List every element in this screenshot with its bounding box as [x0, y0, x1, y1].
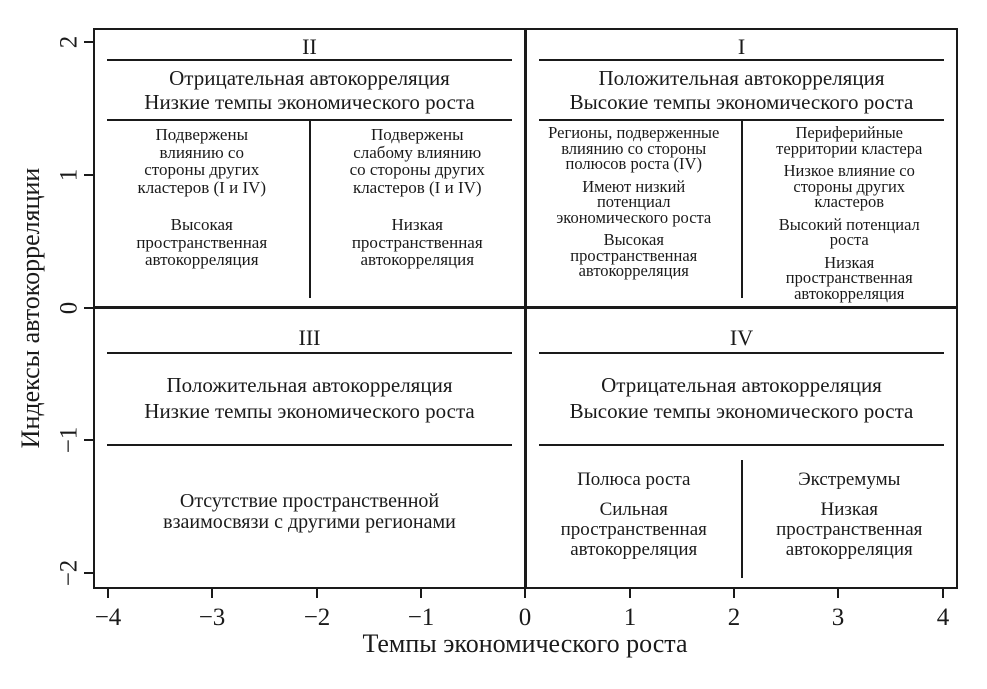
quadrant-1-autocorrelation: Положительная автокорреляция — [598, 66, 885, 90]
text-block: Сильная пространственная автокорреляция — [560, 499, 707, 560]
x-axis-tick — [316, 589, 318, 598]
x-axis-tick — [524, 589, 526, 598]
y-axis-tick — [84, 41, 93, 43]
y-axis-tick-label: −1 — [55, 426, 83, 454]
quadrant-4-growth: Высокие темпы экономического роста — [569, 399, 914, 423]
quadrant-1-growth: Высокие темпы экономического роста — [569, 90, 914, 114]
x-axis-tick — [629, 589, 631, 598]
text-block: Экстремумы — [798, 469, 901, 490]
x-axis-tick-label: 2 — [727, 604, 741, 631]
quadrant-3-autocorrelation: Положительная автокорреляция — [166, 373, 453, 397]
text-block: Периферийные территории кластера — [776, 123, 923, 158]
quadrant-4-left-column — [527, 446, 741, 588]
quadrant-2-growth: Низкие темпы экономического роста — [144, 90, 475, 114]
y-axis-title: Индексы автокорреляции — [16, 167, 45, 449]
x-axis-tick-label: 3 — [831, 604, 845, 631]
text-block: Подвержены влиянию со стороны других кластеров (I и IV) — [137, 125, 267, 197]
x-axis-title: Темпы экономического роста — [362, 629, 688, 658]
quadrant-4-right-column — [743, 446, 957, 588]
y-axis-tick-label: −2 — [55, 559, 83, 587]
x-axis-tick-label: −2 — [303, 604, 331, 631]
x-axis-tick — [211, 589, 213, 598]
text-block: Низкая пространственная автокорреляция — [351, 215, 483, 269]
x-axis-tick-label: −3 — [198, 604, 226, 631]
quadrant-3-growth: Низкие темпы экономического роста — [144, 399, 475, 423]
y-axis-tick — [84, 439, 93, 441]
quadrant-3 — [95, 309, 524, 588]
x-axis-tick — [942, 589, 944, 598]
quadrant-4 — [527, 309, 956, 588]
y-axis-tick — [84, 572, 93, 574]
quadrant-1-right-column — [743, 121, 957, 306]
y-axis-tick — [84, 174, 93, 176]
quadrant-2-numeral: II — [302, 34, 317, 59]
quadrant-1 — [527, 30, 956, 306]
x-axis-tick-label: −4 — [94, 604, 122, 631]
y-axis-tick-label: 0 — [55, 301, 83, 315]
text-block: Подвержены слабому влиянию со стороны других кластеров (I и IV) — [349, 125, 485, 197]
text-block: Полюса роста — [577, 469, 691, 490]
x-axis-tick — [107, 589, 109, 598]
x-axis-tick — [420, 589, 422, 598]
rule-line — [107, 352, 512, 354]
text-block: Низкая пространственная автокорреляция — [776, 499, 923, 560]
rule-line — [539, 59, 944, 61]
quadrant-1-left-column — [527, 121, 741, 306]
quadrant-1-numeral: I — [737, 34, 746, 59]
text-block: Низкое влияние со стороны других кластеров — [783, 161, 915, 211]
text-block: Имеют низкий потенциал экономического роста — [556, 176, 712, 227]
text-block: Высокая пространственная автокорреляция — [570, 230, 698, 280]
x-axis-tick-label: −1 — [407, 604, 435, 631]
y-axis-tick-label: 2 — [55, 35, 83, 49]
quadrant-4-numeral: IV — [729, 325, 754, 350]
quadrant-2-autocorrelation: Отрицательная автокорреляция — [169, 66, 450, 90]
x-axis-tick — [837, 589, 839, 598]
text-block: Регионы, подверженные влиянию со стороны полюсов роста (IV) — [548, 123, 720, 173]
x-axis-tick-label: 4 — [936, 604, 950, 631]
x-axis-tick-label: 1 — [623, 604, 637, 631]
plot-frame — [93, 28, 958, 589]
x-axis-tick-label: 0 — [518, 604, 532, 631]
text-block: Высокая пространственная автокорреляция — [136, 215, 268, 269]
y-axis-tick — [84, 307, 93, 309]
x-axis-tick — [733, 589, 735, 598]
quadrant-2-right-column — [311, 121, 525, 306]
quadrant-4-autocorrelation: Отрицательная автокорреляция — [601, 373, 882, 397]
y-axis-tick-label: 1 — [55, 168, 83, 182]
text-block: Высокий потенциал роста — [778, 214, 920, 249]
quadrant-2 — [95, 30, 524, 306]
rule-line — [539, 352, 944, 354]
quadrant-3-numeral: III — [298, 325, 321, 350]
quadrant-3-note: Отсутствие пространственной взаимосвязи с другими регионами — [163, 490, 456, 533]
text-block: Низкая пространственная автокорреляция — [785, 252, 913, 303]
rule-line — [107, 59, 512, 61]
quadrant-2-left-column — [95, 121, 309, 306]
